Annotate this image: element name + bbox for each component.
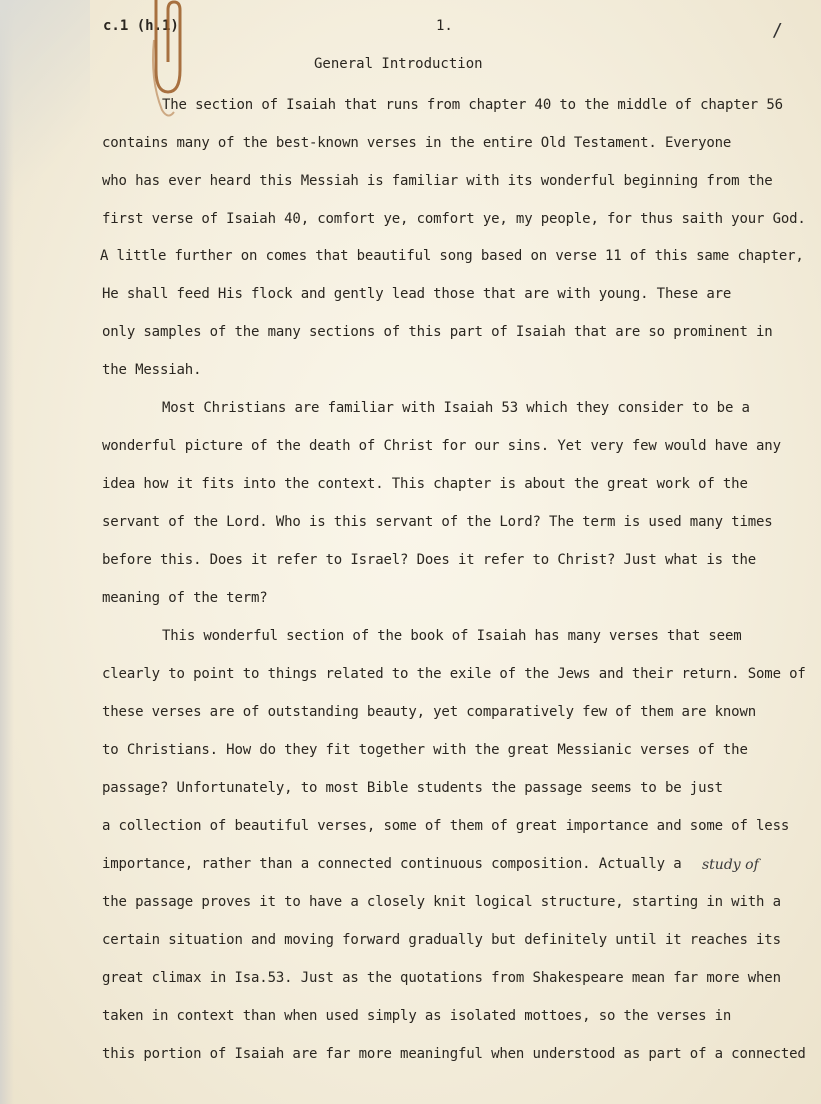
page-title: General Introduction: [314, 56, 483, 72]
corner-pencil-mark: /: [772, 20, 783, 41]
text-line: He shall feed His flock and gently lead those that are with young. These are: [102, 286, 732, 302]
text-line: This wonderful section of the book of Isaiah has many verses that seem: [162, 628, 742, 644]
text-line: these verses are of outstanding beauty, yet comparatively few of them are known: [102, 704, 757, 720]
text-line: importance, rather than a connected continuous composition. Actually a: [102, 856, 682, 872]
text-line: wonderful picture of the death of Christ for our sins. Yet very few would have any: [102, 438, 781, 454]
text-line: A little further on comes that beautiful song based on verse 11 of this same chapter,: [100, 248, 804, 264]
text-line: The section of Isaiah that runs from chapter 40 to the middle of chapter 56: [162, 97, 783, 113]
text-line: first verse of Isaiah 40, comfort ye, comfort ye, my people, for thus saith your God.: [102, 211, 806, 227]
text-line: certain situation and moving forward gradually but definitely until it reaches its: [102, 932, 781, 948]
text-line: the Messiah.: [102, 362, 202, 378]
text-line: idea how it fits into the context. This chapter is about the great work of the: [102, 476, 748, 492]
text-line: only samples of the many sections of this part of Isaiah that are so prominent in: [102, 324, 773, 340]
handwritten-insertion: study of: [702, 857, 759, 873]
text-line: before this. Does it refer to Israel? Does it refer to Christ? Just what is the: [102, 552, 757, 568]
text-line: Most Christians are familiar with Isaiah 53 which they consider to be a: [162, 400, 750, 416]
text-line: who has ever heard this Messiah is familiar with its wonderful beginning from the: [102, 173, 773, 189]
paper-discoloration: [0, 0, 90, 220]
page-number: 1.: [436, 18, 453, 34]
text-line: this portion of Isaiah are far more meaningful when understood as part of a connected: [102, 1046, 806, 1062]
text-line: to Christians. How do they fit together with the great Messianic verses of the: [102, 742, 748, 758]
text-line: servant of the Lord. Who is this servant of the Lord? The term is used many times: [102, 514, 773, 530]
text-line: the passage proves it to have a closely knit logical structure, starting in with a: [102, 894, 781, 910]
text-line: great climax in Isa.53. Just as the quotations from Shakespeare mean far more when: [102, 970, 781, 986]
text-line: passage? Unfortunately, to most Bible students the passage seems to be just: [102, 780, 723, 796]
text-line: contains many of the best-known verses in the entire Old Testament. Everyone: [102, 135, 732, 151]
text-line: taken in context than when used simply as isolated mottoes, so the verses in: [102, 1008, 732, 1024]
text-line: a collection of beautiful verses, some of them of great importance and some of less: [102, 818, 790, 834]
text-line: meaning of the term?: [102, 590, 268, 606]
text-line: clearly to point to things related to the exile of the Jews and their return. Some of: [102, 666, 806, 682]
document-reference: c.1 (h.1): [103, 18, 179, 34]
